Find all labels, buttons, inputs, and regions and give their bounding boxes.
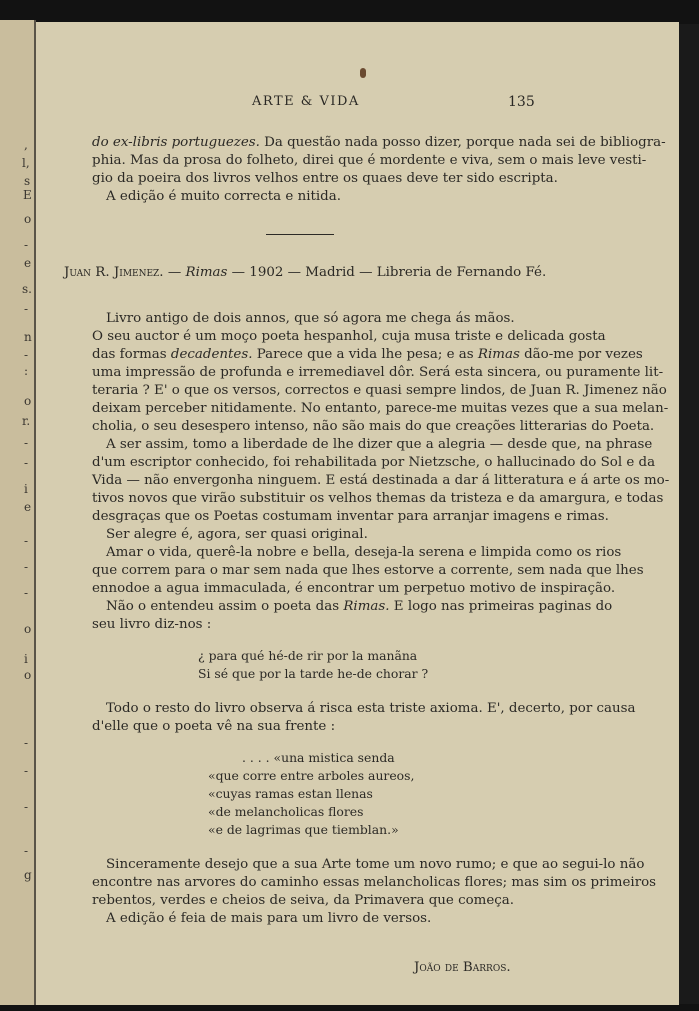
text-line: d'elle que o poeta vê na sua frente : [92,719,336,734]
margin-glyph: i [24,652,28,666]
text-line: rebentos, verdes e cheios de seiva, da Primavera que começa. [92,893,515,908]
margin-glyph: e [24,256,32,270]
verse-line: . . . . «una mistica senda [242,750,395,765]
text-line: gio da poeira dos livros velhos entre os quaes deve ter sido escripta. [92,171,558,186]
review-title: Rimas [185,265,228,280]
margin-glyph: - [24,586,29,600]
margin-glyph: o [24,668,32,682]
margin-glyph: l, [22,156,30,170]
margin-glyph: , [24,138,28,152]
review-heading: Juan R. Jimenez. — Rimas — 1902 — Madrid — Libreria de Fernando Fé. [64,265,547,280]
page-number: 135 [508,94,535,110]
book-page [36,22,679,1005]
text-line: A edição é feia de mais para um livro de versos. [106,911,432,926]
text-line: tivos novos que virão substituir os velhos themas da tristeza e da amargura, e todas [92,491,664,506]
margin-glyph: r. [22,414,31,428]
text-line: cholia, o seu desespero intenso, não são mais do que creações litterarias do Poeta. [92,419,655,434]
margin-glyph: n [24,330,32,344]
verse-line: ¿ para qué hé-de rir por la manãna [198,648,418,663]
margin-glyph: - [24,764,29,778]
text-line: Todo o resto do livro observa á risca esta triste axioma. E', decerto, por causa [106,701,636,716]
verse-line: Si sé que por la tarde he-de chorar ? [198,666,429,681]
margin-glyph: s. [22,282,32,296]
text-line: do ex-libris portuguezes. Da questão nada posso dizer, porque nada sei de bibliogra- [92,135,666,150]
text-line: teraria ? E' o que os versos, correctos e quasi sempre lindos, de Juan R. Jimenez não [92,383,667,398]
text-line: O seu auctor é um moço poeta hespanhol, cuja musa triste e delicada gosta [92,329,606,344]
margin-glyph: - [24,348,29,362]
section-divider [266,234,334,235]
review-author: Juan R. Jimenez. [64,265,164,280]
margin-glyph: - [24,736,29,750]
margin-glyph: - [24,534,29,548]
verse-line: «e de lagrimas que tiemblan.» [208,822,399,837]
margin-glyph: - [24,302,29,316]
margin-glyph: o [24,394,32,408]
margin-glyph: s [24,174,31,188]
margin-glyph: g [24,868,32,882]
margin-glyph: - [24,800,29,814]
text-line: d'um escriptor conhecido, foi rehabilitada por Nietzsche, o hallucinado do Sol e da [92,455,656,470]
margin-glyph: o [24,212,32,226]
text-line: phia. Mas da prosa do folheto, direi que é mordente e viva, sem o mais leve vesti- [92,153,647,168]
text-line: deixam perceber nitidamente. No entanto, parece-me muitas vezes que a sua melan- [92,401,669,416]
running-head: ARTE & VIDA [252,94,360,109]
verse-line: «de melancholicas flores [208,804,364,819]
text-line: ennodoe a agua immaculada, é encontrar um perpetuo motivo de inspiração. [92,581,616,596]
text-line: Vida — não envergonha ninguem. E está destinada a dar á litteratura e á arte os mo- [92,473,670,488]
scan-background [679,24,699,1004]
margin-glyph: i [24,482,28,496]
margin-glyph: - [24,844,29,858]
verse-line: «cuyas ramas estan llenas [208,786,373,801]
text-line: uma impressão de profunda e irremediavel dôr. Será esta sincera, ou puramente lit- [92,365,664,380]
text-line: das formas decadentes. Parece que a vida lhe pesa; e as Rimas dão-me por vezes [92,347,643,362]
adjacent-page-edge [0,20,36,1005]
text-line: desgraças que os Poetas costumam inventar para arranjar imagens e rimas. [92,509,609,524]
text-line: que correm para o mar sem nada que lhes estorve a corrente, sem nada que lhes [92,563,644,578]
margin-glyph: : [24,364,29,378]
signature: João de Barros. [414,960,511,975]
verse-line: «que corre entre arboles aureos, [208,768,415,783]
text-line: encontre nas arvores do caminho essas melancholicas flores; mas sim os primeiros [92,875,657,890]
text-line: Não o entendeu assim o poeta das Rimas. E logo nas primeiras paginas do [106,599,613,614]
margin-glyph: E [23,188,32,202]
text-line: seu livro diz-nos : [92,617,212,632]
text-line: Ser alegre é, agora, ser quasi original. [106,527,368,542]
text-line: Sinceramente desejo que a sua Arte tome um novo rumo; e que ao segui-lo não [106,857,645,872]
margin-glyph: - [24,456,29,470]
text-line: A edição é muito correcta e nitida. [106,189,341,204]
text-line: Livro antigo de dois annos, que só agora me chega ás mãos. [106,311,515,326]
margin-glyph: o [24,622,32,636]
margin-glyph: - [24,436,29,450]
text-line: A ser assim, tomo a liberdade de lhe dizer que a alegria — desde que, na phrase [106,437,653,452]
margin-glyph: - [24,238,29,252]
text-line: Amar o vida, querê-la nobre e bella, deseja-la serena e limpida como os rios [106,545,622,560]
ink-mark [360,68,366,78]
margin-glyph: - [24,560,29,574]
margin-glyph: e [24,500,32,514]
